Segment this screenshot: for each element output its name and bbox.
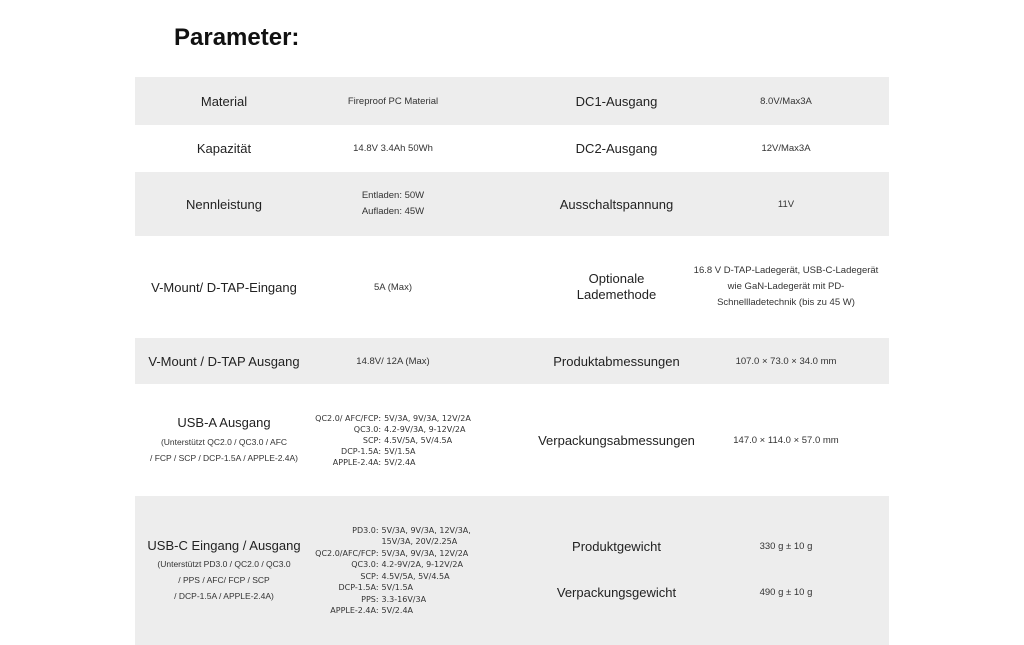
param-value: 5A (Max) xyxy=(373,281,412,293)
param-note: (Unterstützt QC2.0 / QC3.0 / AFC xyxy=(160,436,288,447)
spec-list xyxy=(315,525,471,617)
table-row xyxy=(135,496,889,645)
param-value: 12V/Max3A xyxy=(761,143,811,154)
table-row xyxy=(135,125,889,172)
spec-value: 5V/2.4A xyxy=(381,606,413,615)
spec-value: 4.2-9V/3A, 9-12V/2A xyxy=(384,424,466,434)
param-label: Ausschaltspannung xyxy=(559,196,674,212)
spec-key: SCP: xyxy=(360,571,379,581)
table-row xyxy=(135,236,889,338)
table-row xyxy=(135,384,889,496)
param-value: 147.0 × 114.0 × 57.0 mm xyxy=(733,434,839,446)
spec-value: 5V/1.5A xyxy=(381,583,413,592)
param-value: 11V xyxy=(777,198,795,210)
param-note: / DCP-1.5A / APPLE-2.4A) xyxy=(174,590,274,601)
spec-value: 4.2-9V/2A, 9-12V/2A xyxy=(381,560,463,569)
spec-value: 15V/3A, 20V/2.25A xyxy=(381,537,458,546)
spec-value: 5V/3A, 9V/3A, 12V/2A xyxy=(381,548,469,558)
spec-key: DCP-1.5A: xyxy=(341,446,382,456)
spec-key: PPS: xyxy=(361,594,379,604)
param-label: Verpackungsgewicht xyxy=(556,584,677,600)
spec-key xyxy=(315,536,378,548)
spec-key: QC3.0: xyxy=(353,424,382,434)
param-value: 8.0V/Max3A xyxy=(760,95,812,107)
param-value: 16.8 V D-TAP-Ladegerät, USB-C-Ladegerät xyxy=(693,265,879,276)
param-value: 330 g ± 10 g xyxy=(759,540,813,552)
param-note: / FCP / SCP / DCP-1.5A / APPLE-2.4A) xyxy=(149,452,299,463)
param-label: USB-C Eingang / Ausgang xyxy=(147,537,301,553)
param-value: Aufladen: 45W xyxy=(361,206,425,217)
spec-value: 5V/1.5A xyxy=(384,446,416,456)
param-value: 14.8V/ 12A (Max) xyxy=(356,355,430,367)
spec-key: QC2.0/ AFC/FCP: xyxy=(315,413,382,423)
param-label: Produktgewicht xyxy=(572,538,661,554)
spec-key: SCP: xyxy=(362,435,382,445)
param-value: Entladen: 50W xyxy=(361,190,425,201)
param-value: 14.8V 3.4Ah 50Wh xyxy=(353,143,433,154)
table-row xyxy=(135,338,889,384)
spec-key: QC2.0/AFC/FCP: xyxy=(315,548,379,558)
param-label: V-Mount/ D-TAP-Eingang xyxy=(151,279,297,295)
spec-value: 5V/3A, 9V/3A, 12V/2A xyxy=(384,413,471,423)
spec-key: PD3.0: xyxy=(352,525,379,535)
param-value: Fireproof PC Material xyxy=(347,95,439,107)
param-note: / PPS / AFC/ FCP / SCP xyxy=(178,574,270,585)
param-label: Kapazität xyxy=(196,141,252,156)
spec-key: APPLE-2.4A: xyxy=(332,457,382,467)
spec-key: QC3.0: xyxy=(351,560,379,569)
spec-value: 4.5V/5A, 5V/4.5A xyxy=(384,435,453,445)
param-value: Schnellladetechnik (bis zu 45 W) xyxy=(717,297,855,308)
param-label: Produktabmessungen xyxy=(553,353,680,369)
param-value: 107.0 × 73.0 × 34.0 mm xyxy=(735,355,837,367)
param-value: 490 g ± 10 g xyxy=(759,586,813,598)
param-value: wie GaN-Ladegerät mit PD- xyxy=(727,281,845,292)
param-note: (Unterstützt PD3.0 / QC2.0 / QC3.0 xyxy=(157,558,291,569)
param-label: Verpackungsabmessungen xyxy=(538,432,695,448)
spec-value: 5V/3A, 9V/3A, 12V/3A, xyxy=(381,525,471,535)
param-label: USB-A Ausgang xyxy=(177,414,271,430)
spec-key: APPLE-2.4A: xyxy=(330,606,379,615)
spec-list xyxy=(315,413,471,468)
param-label: Optionale xyxy=(588,271,645,286)
spec-key: DCP-1.5A: xyxy=(338,583,379,592)
spec-value: 4.5V/5A, 5V/4.5A xyxy=(381,571,450,581)
table-row xyxy=(135,77,889,125)
page-title: Parameter: xyxy=(174,24,300,51)
param-label: Lademethode xyxy=(576,287,657,302)
param-label: DC1-Ausgang xyxy=(575,93,658,109)
param-label: Nennleistung xyxy=(186,196,262,212)
table-row xyxy=(135,172,889,236)
param-label: V-Mount / D-TAP Ausgang xyxy=(148,353,300,369)
spec-value: 5V/2.4A xyxy=(384,457,416,467)
spec-value: 3.3-16V/3A xyxy=(381,594,427,604)
param-label: DC2-Ausgang xyxy=(575,141,658,156)
param-label: Material xyxy=(200,93,248,109)
